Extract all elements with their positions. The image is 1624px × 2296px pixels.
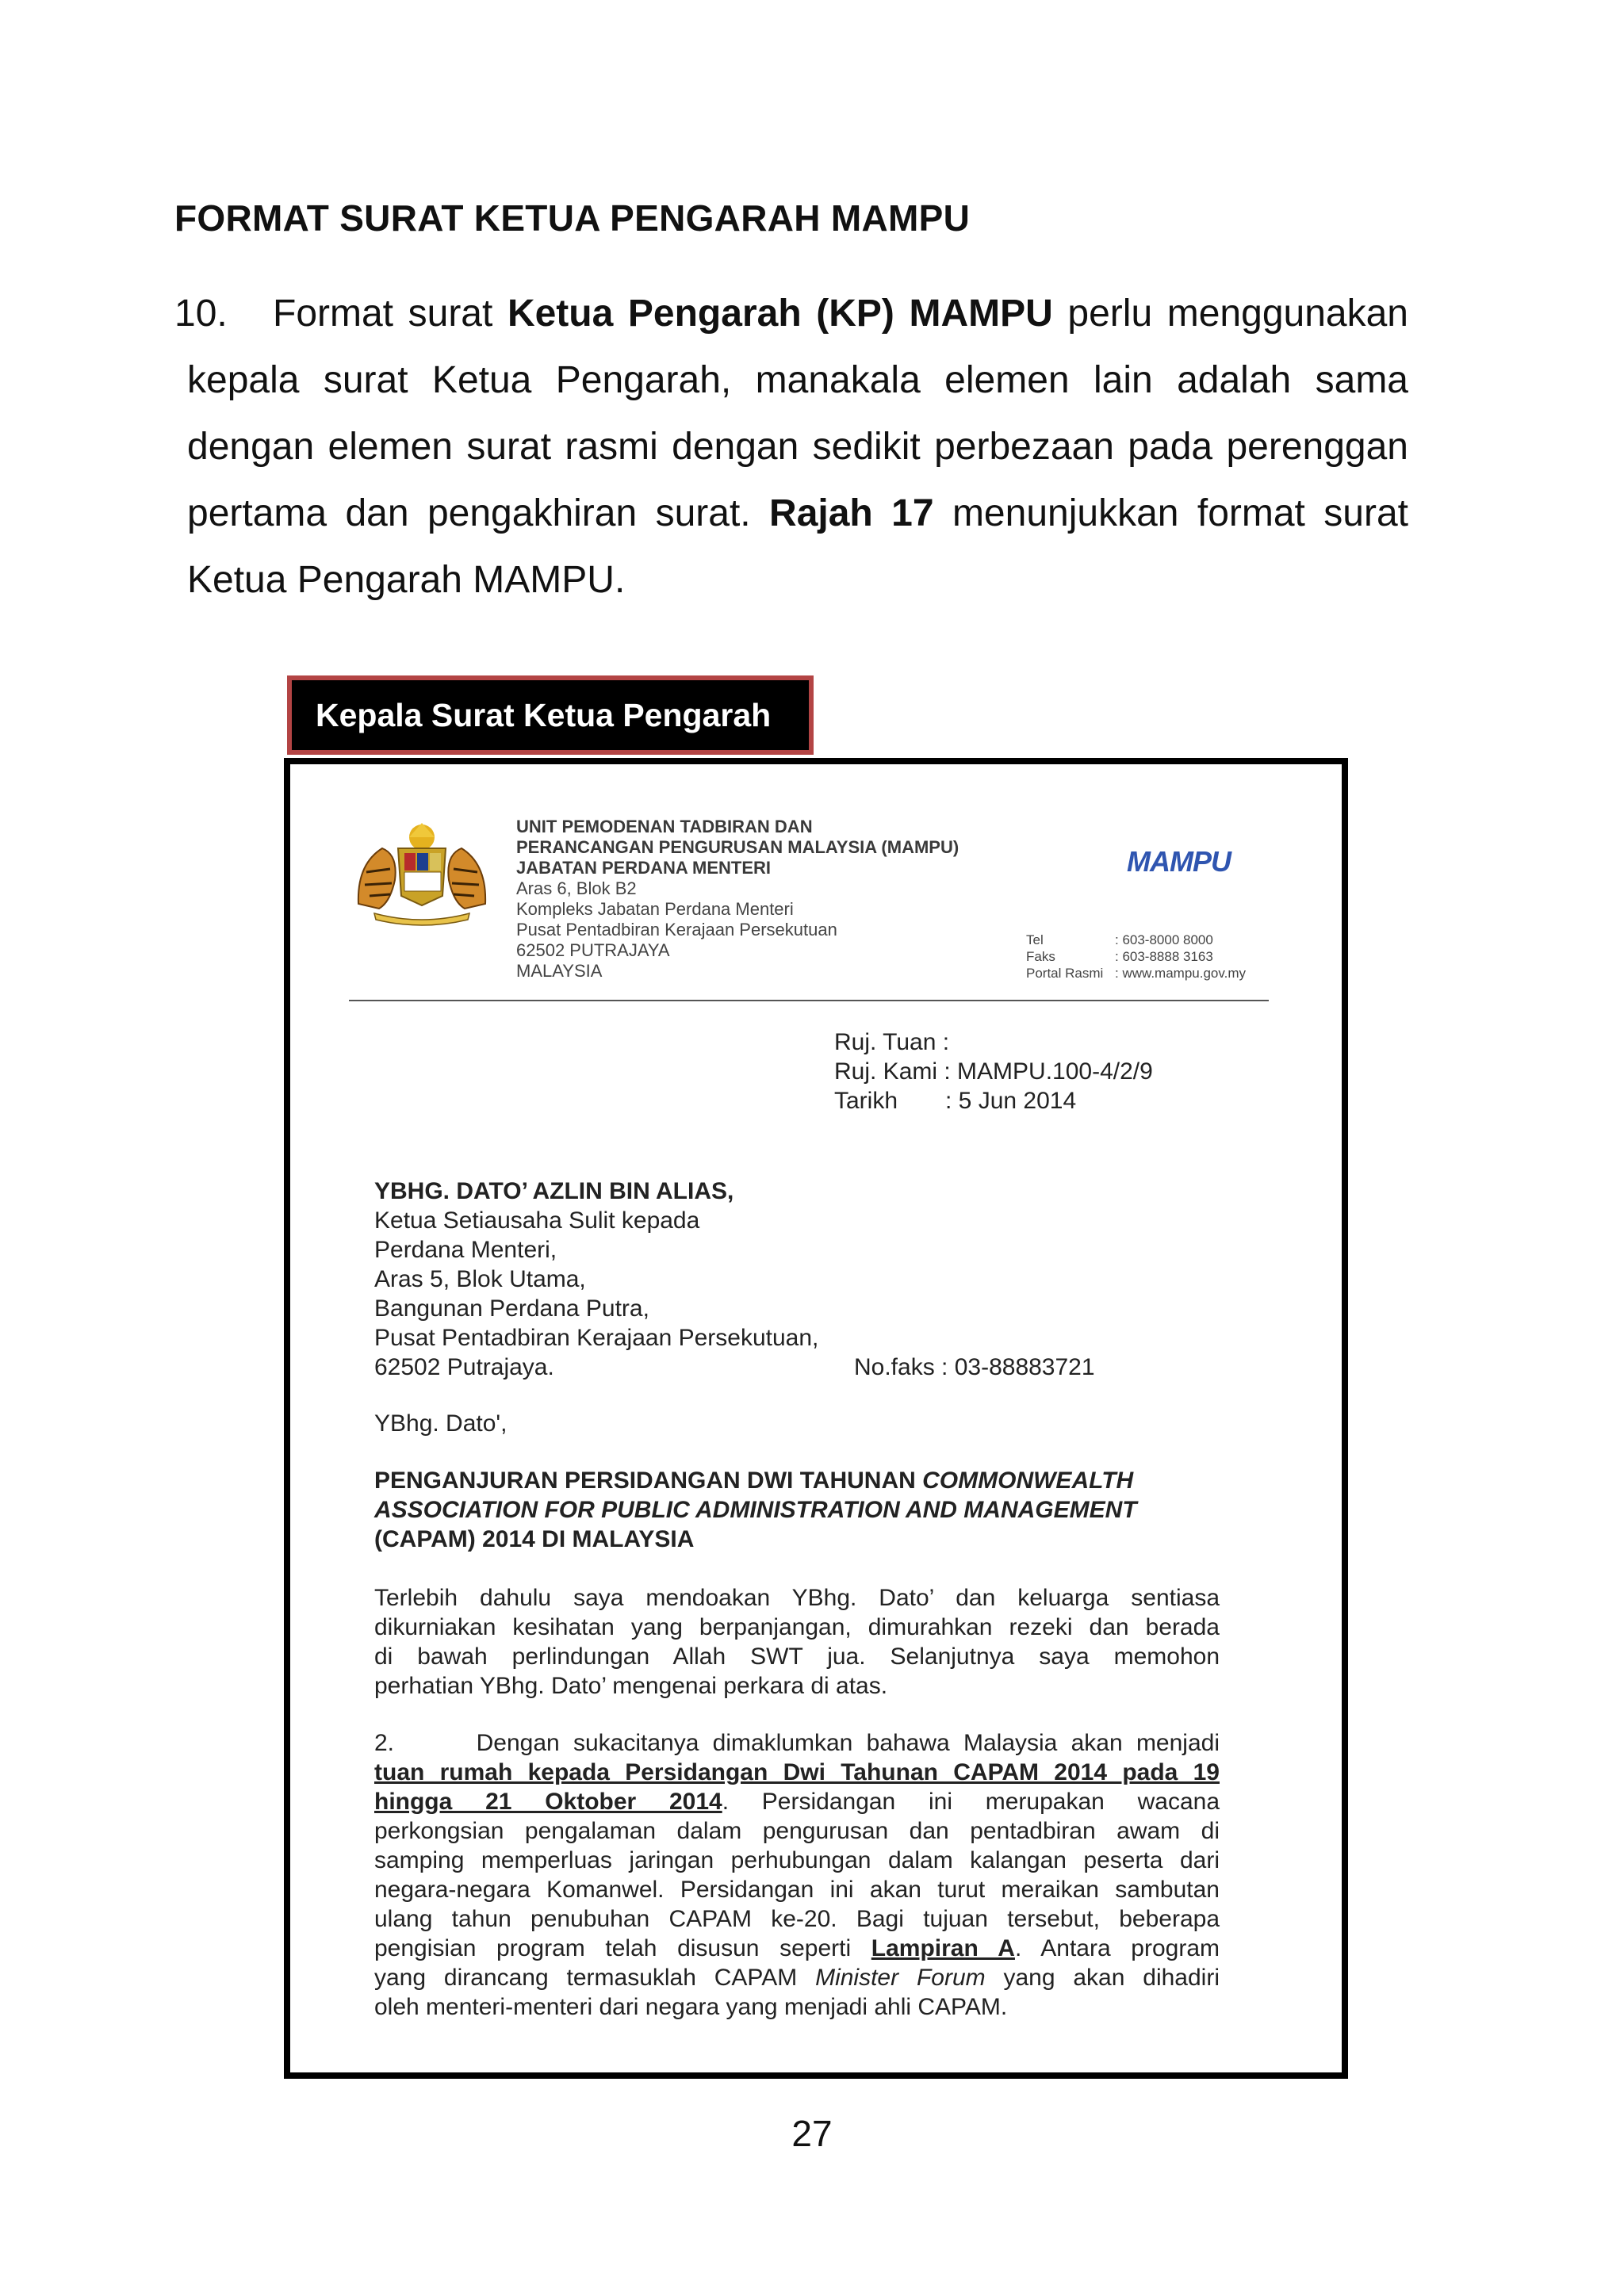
faks-label: Faks [1026,949,1055,964]
para-line: Ketua Pengarah MAMPU. [187,559,626,601]
subject-line [374,1468,1133,1494]
recipient-line: Bangunan Perdana Putra, [374,1295,649,1322]
p2-text: yang dirancang termasuklah CAPAM [374,1965,816,1991]
para-text: Format surat [273,293,508,335]
tel-label: Tel [1026,932,1044,947]
p2-line: tuan rumah kepada Persidangan Dwi Tahunan CAPAM 2014 pada 19 [374,1759,1220,1785]
letterhead-divider [349,1000,1269,1001]
mampu-logo: MAMPU [1127,845,1231,878]
coat-of-arms-icon [350,817,493,928]
p1-line: Terlebih dahulu saya mendoakan YBhg. Dato’ dan keluarga sentiasa [374,1585,1220,1611]
para-text: menunjukkan format surat [933,492,1409,534]
recipient-line: Aras 5, Blok Utama, [374,1266,586,1292]
address-line: Aras 6, Blok B2 [516,878,637,898]
address-line: MALAYSIA [516,961,603,981]
subject-italic: COMMONWEALTH [922,1468,1134,1494]
tarikh-value: : 5 Jun 2014 [945,1088,1077,1114]
recipient-line: Perdana Menteri, [374,1237,557,1263]
ruj-kami: Ruj. Kami : MAMPU.100-4/2/9 [834,1058,1153,1085]
p2-line: oleh menteri-menteri dari negara yang menjadi ahli CAPAM. [374,1994,1008,2020]
para-bold: Ketua Pengarah (KP) MAMPU [507,293,1053,335]
recipient-name: YBHG. DATO’ AZLIN BIN ALIAS, [374,1178,734,1204]
p2-line: negara-negara Komanwel. Persidangan ini akan turut meraikan sambutan [374,1877,1220,1903]
recipient-line: Ketua Setiausaha Sulit kepada [374,1207,700,1234]
section-heading: FORMAT SURAT KETUA PENGARAH MAMPU [174,197,971,239]
p2-line: 2. Dengan sukacitanya dimaklumkan bahawa Malaysia akan menjadi [374,1730,1220,1756]
para-text: perlu menggunakan [1052,293,1408,335]
letter-paragraph-1 [374,1583,1220,1701]
figure-ref: Rajah 17 [769,492,934,534]
ruj-tuan: Ruj. Tuan : [834,1029,950,1055]
subject-line: ASSOCIATION FOR PUBLIC ADMINISTRATION AND MANAGEMENT [374,1497,1137,1523]
p1-line: dikurniakan kesihatan yang berpanjangan, dimurahkan rezeki dan berada [374,1614,1220,1640]
paragraph-number: 10. [174,293,228,335]
org-name-line: JABATAN PERDANA MENTERI [516,858,772,878]
p2-text: yang akan dihadiri [985,1965,1220,1991]
lampiran-ref: Lampiran A [871,1935,1015,1961]
p2-text: . Persidangan ini merupakan wacana [722,1789,1220,1815]
p2-line [374,1787,1220,1816]
p2-text: . Antara program [1014,1935,1220,1961]
address-line: Kompleks Jabatan Perdana Menteri [516,899,794,919]
letterhead-label: Kepala Surat Ketua Pengarah [287,675,814,755]
recipient-line: Pusat Pentadbiran Kerajaan Persekutuan, [374,1325,819,1351]
p2-line: ulang tahun penubuhan CAPAM ke-20. Bagi tujuan tersebut, beberapa [374,1906,1220,1932]
page-number: 27 [791,2113,833,2154]
portal-value: : www.mampu.gov.my [1115,966,1247,981]
address-line: 62502 PUTRAJAYA [516,940,670,960]
p2-italic: Minister Forum [815,1965,986,1991]
subject-text: PENGANJURAN PERSIDANGAN DWI TAHUNAN [374,1468,923,1494]
p2-line [374,1934,1220,1963]
para-line: dengan elemen surat rasmi dengan sedikit perbezaan pada perenggan [187,426,1408,468]
p2-line: perkongsian pengalaman dalam pengurusan dan pentadbiran awam di [374,1818,1220,1844]
para-line: kepala surat Ketua Pengarah, manakala elemen lain adalah sama [187,359,1408,401]
fax-number: No.faks : 03-88883721 [854,1354,1095,1380]
para-text: pertama dan pengakhiran surat. [187,492,770,534]
tel-value: : 603-8000 8000 [1115,932,1213,947]
date-underline: hingga 21 Oktober 2014 [374,1789,722,1815]
p2-line: samping memperluas jaringan perhubungan dalam kalangan peserta dari [374,1847,1220,1873]
subject-line: (CAPAM) 2014 DI MALAYSIA [374,1526,695,1552]
salutation: YBhg. Dato', [374,1410,508,1437]
portal-label: Portal Rasmi [1026,966,1104,981]
org-name-line: UNIT PEMODENAN TADBIRAN DAN [516,817,813,836]
letter-paragraph-2 [374,1728,1220,2022]
p1-line: perhatian YBhg. Dato’ mengenai perkara di atas. [374,1673,888,1699]
recipient-line: 62502 Putrajaya. [374,1354,554,1380]
body-paragraph [174,281,1408,614]
letter-image [284,758,1348,2079]
p2-line [374,1963,1220,1992]
faks-value: : 603-8888 3163 [1115,949,1213,964]
p2-text: pengisian program telah disusun seperti [374,1935,871,1961]
p1-line: di bawah perlindungan Allah SWT jua. Selanjutnya saya memohon [374,1644,1220,1670]
address-line: Pusat Pentadbiran Kerajaan Persekutuan [516,920,837,939]
org-name-line: PERANCANGAN PENGURUSAN MALAYSIA (MAMPU) [516,837,959,857]
tarikh-label: Tarikh [834,1088,898,1114]
